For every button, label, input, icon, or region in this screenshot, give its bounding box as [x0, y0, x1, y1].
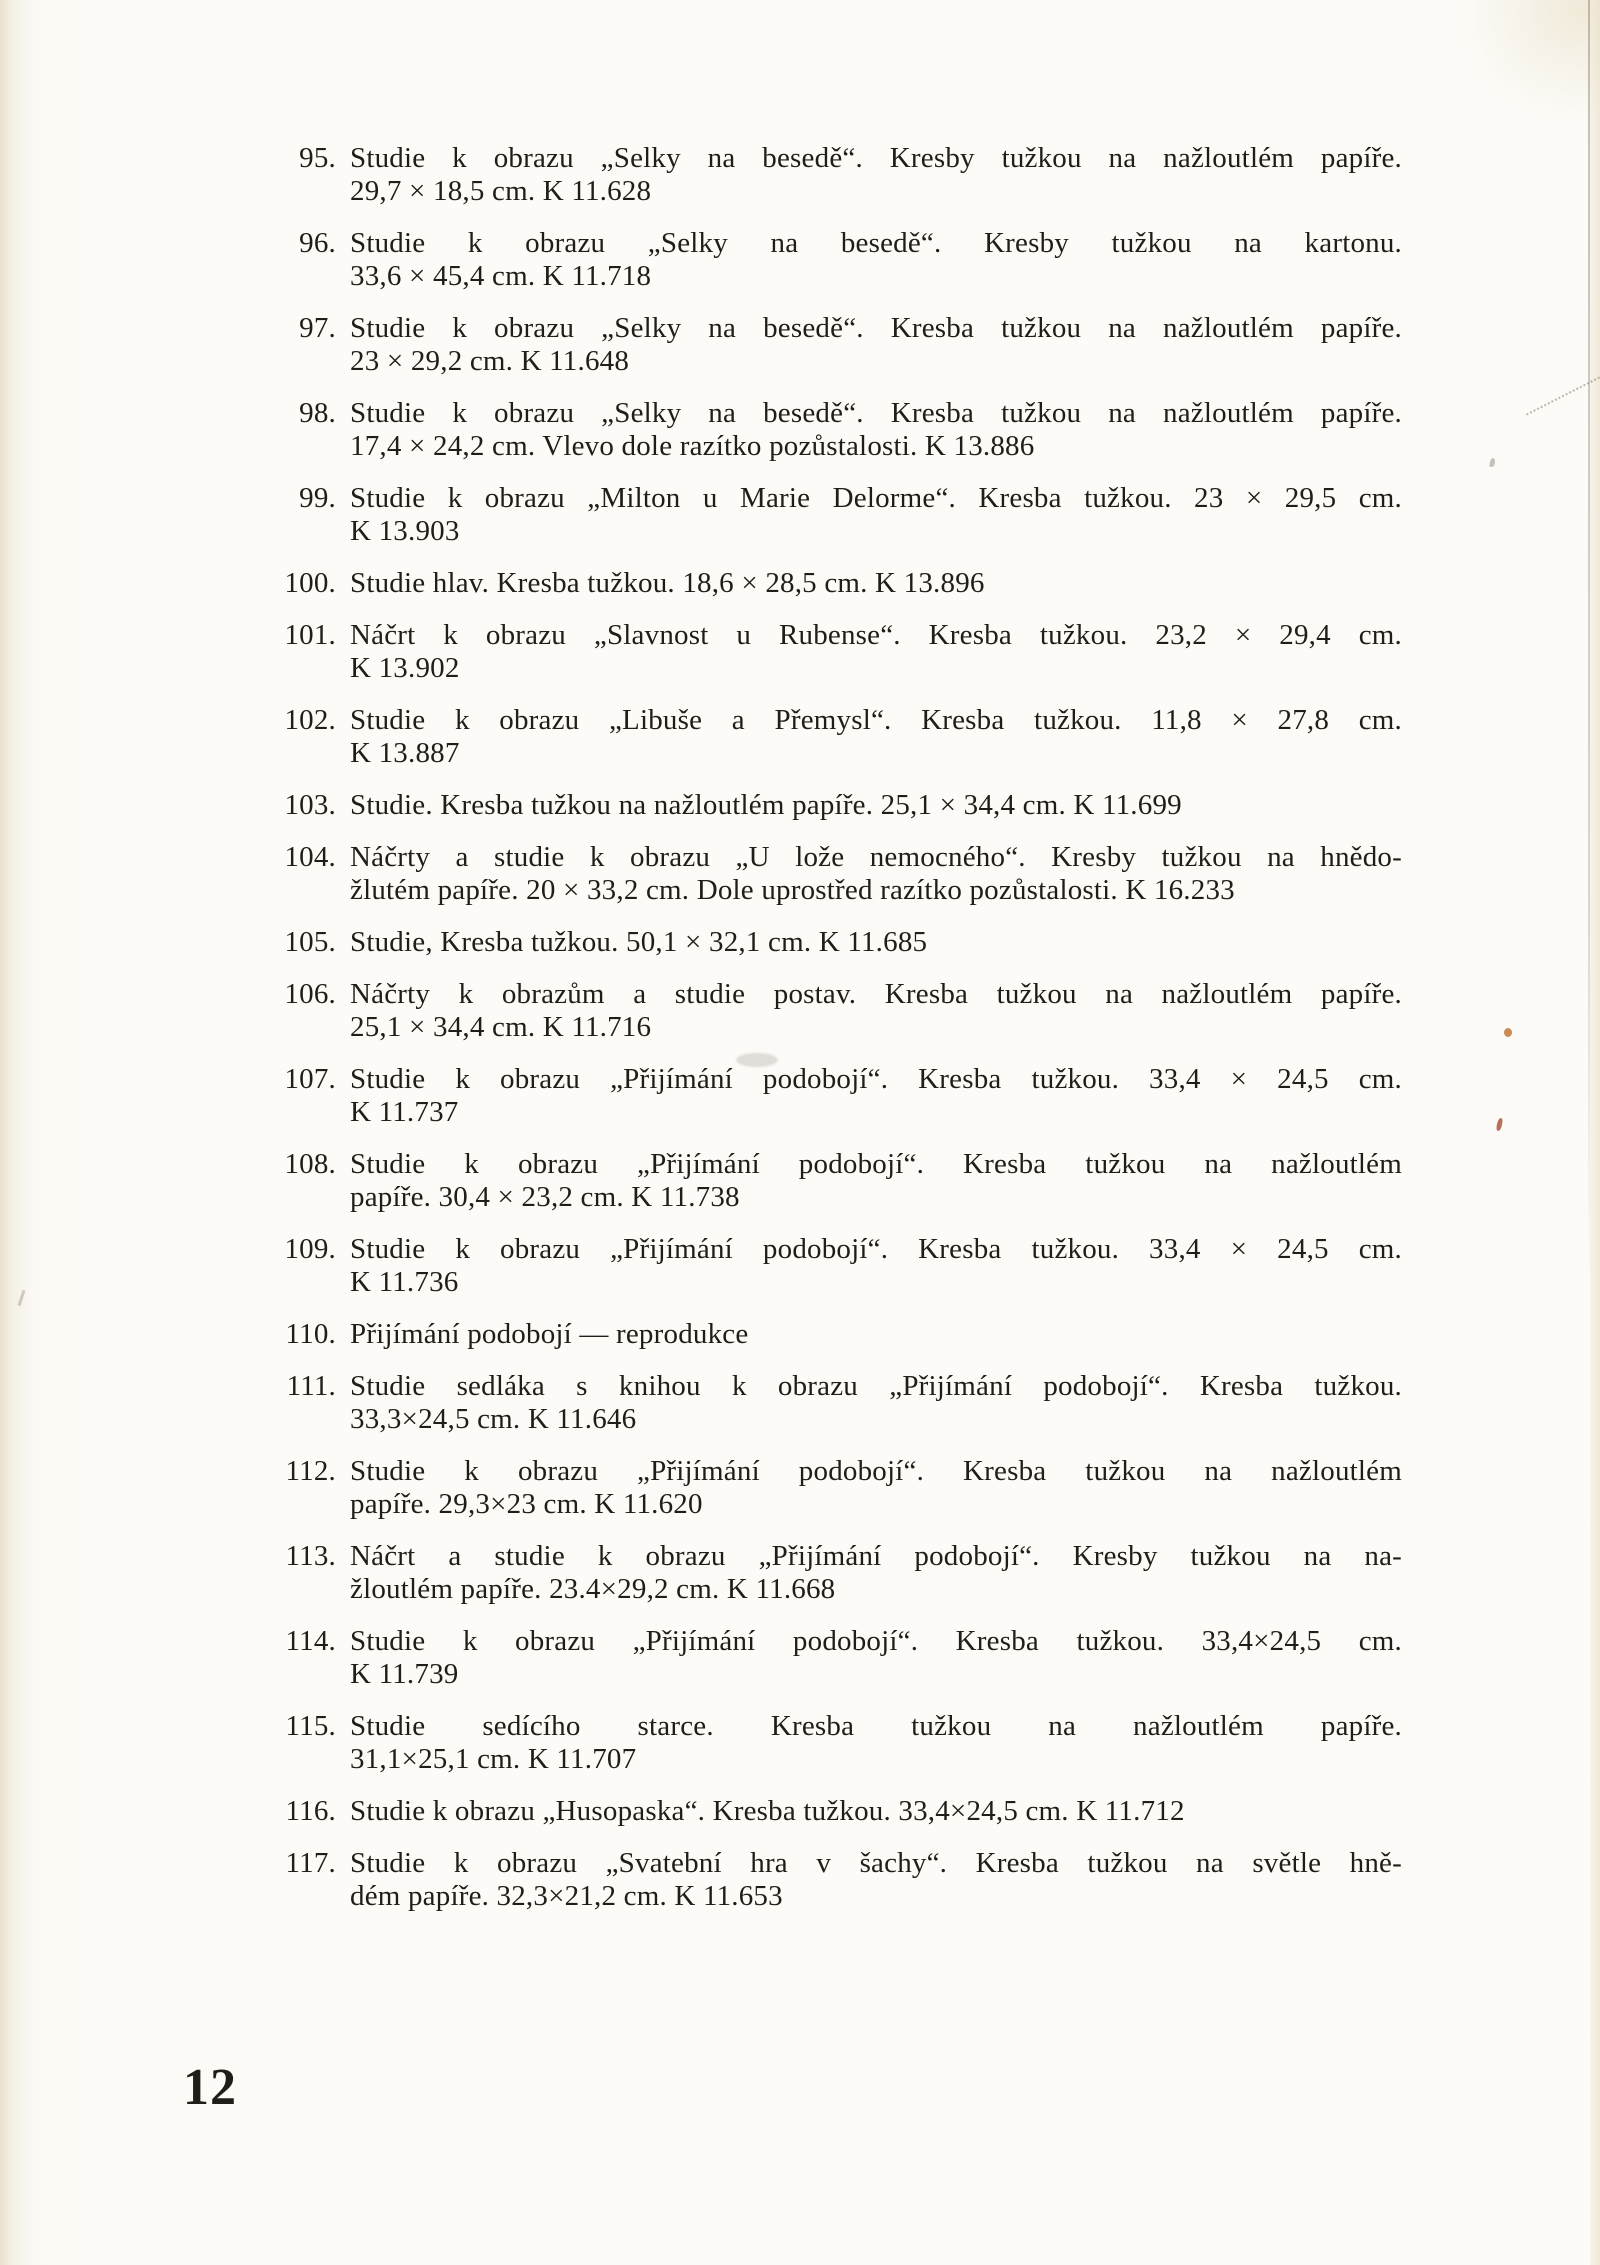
red-ink-speck — [1496, 1118, 1504, 1132]
entry-line: K 11.736 — [350, 1266, 459, 1298]
catalog-entry — [278, 978, 1402, 1044]
entry-line: K 13.902 — [350, 652, 460, 684]
entry-number: 100. — [284, 567, 336, 599]
entry-line: Studie k obrazu „Přijímání podobojí“. Kresba tužkou na nažloutlém — [350, 1455, 1402, 1487]
catalog-entry — [278, 789, 1402, 822]
entry-line: K 13.903 — [350, 515, 460, 547]
entry-line: Náčrty a studie k obrazu „U lože nemocného“. Kresby tužkou na hnědo- — [350, 841, 1402, 873]
catalog-entry — [278, 397, 1402, 463]
page-top-right-corner-shading — [1450, 0, 1600, 130]
entry-number: 109. — [284, 1233, 336, 1265]
entry-line: dém papíře. 32,3×21,2 cm. K 11.653 — [350, 1880, 783, 1912]
catalog-entry — [278, 1318, 1402, 1351]
catalog-entry — [278, 1455, 1402, 1521]
entry-line: Studie k obrazu „Selky na besedě“. Kresby tužkou na kartonu. — [350, 227, 1402, 259]
entry-line: Studie, Kresba tužkou. 50,1 × 32,1 cm. K 11.685 — [350, 926, 928, 958]
entry-line: papíře. 29,3×23 cm. K 11.620 — [350, 1488, 703, 1520]
entry-lines — [350, 1455, 1402, 1521]
entry-number: 98. — [299, 397, 336, 429]
entry-line: papíře. 30,4 × 23,2 cm. K 11.738 — [350, 1181, 740, 1213]
entry-number: 114. — [285, 1625, 336, 1657]
entry-lines — [350, 926, 1402, 959]
catalog-entry — [278, 1370, 1402, 1436]
entry-lines — [350, 841, 1402, 907]
entry-number: 117. — [285, 1847, 336, 1879]
entry-line: Studie k obrazu „Husopaska“. Kresba tužkou. 33,4×24,5 cm. K 11.712 — [350, 1795, 1185, 1827]
entry-lines — [350, 1795, 1402, 1828]
entry-lines — [350, 619, 1402, 685]
entry-lines — [350, 397, 1402, 463]
entry-line: Studie. Kresba tužkou na nažloutlém papíře. 25,1 × 34,4 cm. K 11.699 — [350, 789, 1182, 821]
catalog-entry — [278, 482, 1402, 548]
catalog-entry — [278, 926, 1402, 959]
entry-line: Studie sedícího starce. Kresba tužkou na nažloutlém papíře. — [350, 1710, 1402, 1742]
entry-lines — [350, 1148, 1402, 1214]
page-left-edge-shading — [0, 0, 70, 2265]
entry-lines — [350, 1063, 1402, 1129]
entry-line: Náčrt k obrazu „Slavnost u Rubense“. Kresba tužkou. 23,2 × 29,4 cm. — [350, 619, 1402, 651]
entry-lines — [350, 142, 1402, 208]
entry-lines — [350, 1710, 1402, 1776]
entry-line: Náčrty k obrazům a studie postav. Kresba tužkou na nažloutlém papíře. — [350, 978, 1402, 1010]
catalog-entry — [278, 312, 1402, 378]
entry-number: 101. — [284, 619, 336, 651]
entry-number: 115. — [285, 1710, 336, 1742]
entry-lines — [350, 978, 1402, 1044]
entry-line: Studie hlav. Kresba tužkou. 18,6 × 28,5 cm. K 13.896 — [350, 567, 985, 599]
entry-line: Náčrt a studie k obrazu „Přijímání podobojí“. Kresby tužkou na na- — [350, 1540, 1402, 1572]
entry-number: 116. — [285, 1795, 336, 1827]
entry-number: 105. — [284, 926, 336, 958]
rust-stain-speck — [1504, 1028, 1512, 1037]
entry-line: 17,4 × 24,2 cm. Vlevo dole razítko pozůstalosti. K 13.886 — [350, 430, 1035, 462]
catalog-entry — [278, 1148, 1402, 1214]
catalog-entry — [278, 1063, 1402, 1129]
entry-line: Studie k obrazu „Selky na besedě“. Kresba tužkou na nažloutlém papíře. — [350, 312, 1402, 344]
entry-number: 102. — [284, 704, 336, 736]
entry-line: Studie sedláka s knihou k obrazu „Přijímání podobojí“. Kresba tužkou. — [350, 1370, 1402, 1402]
entry-lines — [350, 567, 1402, 600]
catalog-entry — [278, 841, 1402, 907]
entry-line: Studie k obrazu „Přijímání podobojí“. Kresba tužkou na nažloutlém — [350, 1148, 1402, 1180]
catalog-entry — [278, 1540, 1402, 1606]
catalog-entry — [278, 704, 1402, 770]
entry-number: 110. — [285, 1318, 336, 1350]
entry-number: 108. — [284, 1148, 336, 1180]
entry-number: 97. — [299, 312, 336, 344]
catalog-entry — [278, 619, 1402, 685]
entry-number: 103. — [284, 789, 336, 821]
catalog-entry — [278, 1625, 1402, 1691]
entry-lines — [350, 1318, 1402, 1351]
entry-line: Studie k obrazu „Svatební hra v šachy“. Kresba tužkou na světle hně- — [350, 1847, 1402, 1879]
entry-line: K 11.739 — [350, 1658, 459, 1690]
entry-number: 106. — [284, 978, 336, 1010]
entry-lines — [350, 312, 1402, 378]
entry-line: 31,1×25,1 cm. K 11.707 — [350, 1743, 637, 1775]
entry-number: 104. — [284, 841, 336, 873]
entry-line: Studie k obrazu „Přijímání podobojí“. Kresba tužkou. 33,4×24,5 cm. — [350, 1625, 1402, 1657]
entry-lines — [350, 1540, 1402, 1606]
catalog-entry — [278, 1847, 1402, 1913]
entry-line: 33,6 × 45,4 cm. K 11.718 — [350, 260, 652, 292]
entry-line: 29,7 × 18,5 cm. K 11.628 — [350, 175, 652, 207]
entry-lines — [350, 482, 1402, 548]
entry-line: žloutlém papíře. 23.4×29,2 cm. K 11.668 — [350, 1573, 836, 1605]
entry-lines — [350, 1625, 1402, 1691]
catalog-entry — [278, 142, 1402, 208]
entry-number: 99. — [299, 482, 336, 514]
entry-line: Studie k obrazu „Přijímání podobojí“. Kresba tužkou. 33,4 × 24,5 cm. — [350, 1233, 1402, 1265]
catalog-entry — [278, 567, 1402, 600]
entry-lines — [350, 1847, 1402, 1913]
page-number: 12 — [183, 2059, 237, 2116]
catalog-entry — [278, 1233, 1402, 1299]
entry-line: K 13.887 — [350, 737, 460, 769]
gray-speck — [1489, 458, 1495, 468]
entry-line: 25,1 × 34,4 cm. K 11.716 — [350, 1011, 652, 1043]
entry-line: Studie k obrazu „Libuše a Přemysl“. Kresba tužkou. 11,8 × 27,8 cm. — [350, 704, 1402, 736]
page-right-edge-shading — [1590, 0, 1600, 2265]
entry-line: Přijímání podobojí — reprodukce — [350, 1318, 749, 1350]
entry-line: 33,3×24,5 cm. K 11.646 — [350, 1403, 637, 1435]
entry-list — [278, 142, 1402, 1932]
entry-lines — [350, 789, 1402, 822]
left-margin-tick — [18, 1290, 26, 1306]
entry-number: 112. — [285, 1455, 336, 1487]
entry-lines — [350, 1370, 1402, 1436]
entry-number: 95. — [299, 142, 336, 174]
entry-lines — [350, 227, 1402, 293]
scan-scratch-artifact — [1526, 376, 1600, 415]
entry-line: Studie k obrazu „Přijímání podobojí“. Kresba tužkou. 33,4 × 24,5 cm. — [350, 1063, 1402, 1095]
entry-number: 96. — [299, 227, 336, 259]
entry-line: Studie k obrazu „Milton u Marie Delorme“. Kresba tužkou. 23 × 29,5 cm. — [350, 482, 1402, 514]
entry-number: 107. — [284, 1063, 336, 1095]
catalog-entry — [278, 1795, 1402, 1828]
entry-line: Studie k obrazu „Selky na besedě“. Kresba tužkou na nažloutlém papíře. — [350, 397, 1402, 429]
entry-lines — [350, 704, 1402, 770]
entry-line: Studie k obrazu „Selky na besedě“. Kresby tužkou na nažloutlém papíře. — [350, 142, 1402, 174]
page-fold-line — [1588, 0, 1590, 1280]
entry-lines — [350, 1233, 1402, 1299]
entry-line: K 11.737 — [350, 1096, 459, 1128]
catalog-entry — [278, 227, 1402, 293]
entry-line: žlutém papíře. 20 × 33,2 cm. Dole uprostřed razítko pozůstalosti. K 16.233 — [350, 874, 1235, 906]
entry-line: 23 × 29,2 cm. K 11.648 — [350, 345, 630, 377]
catalog-entry — [278, 1710, 1402, 1776]
entry-number: 113. — [285, 1540, 336, 1572]
entry-number: 111. — [286, 1370, 336, 1402]
